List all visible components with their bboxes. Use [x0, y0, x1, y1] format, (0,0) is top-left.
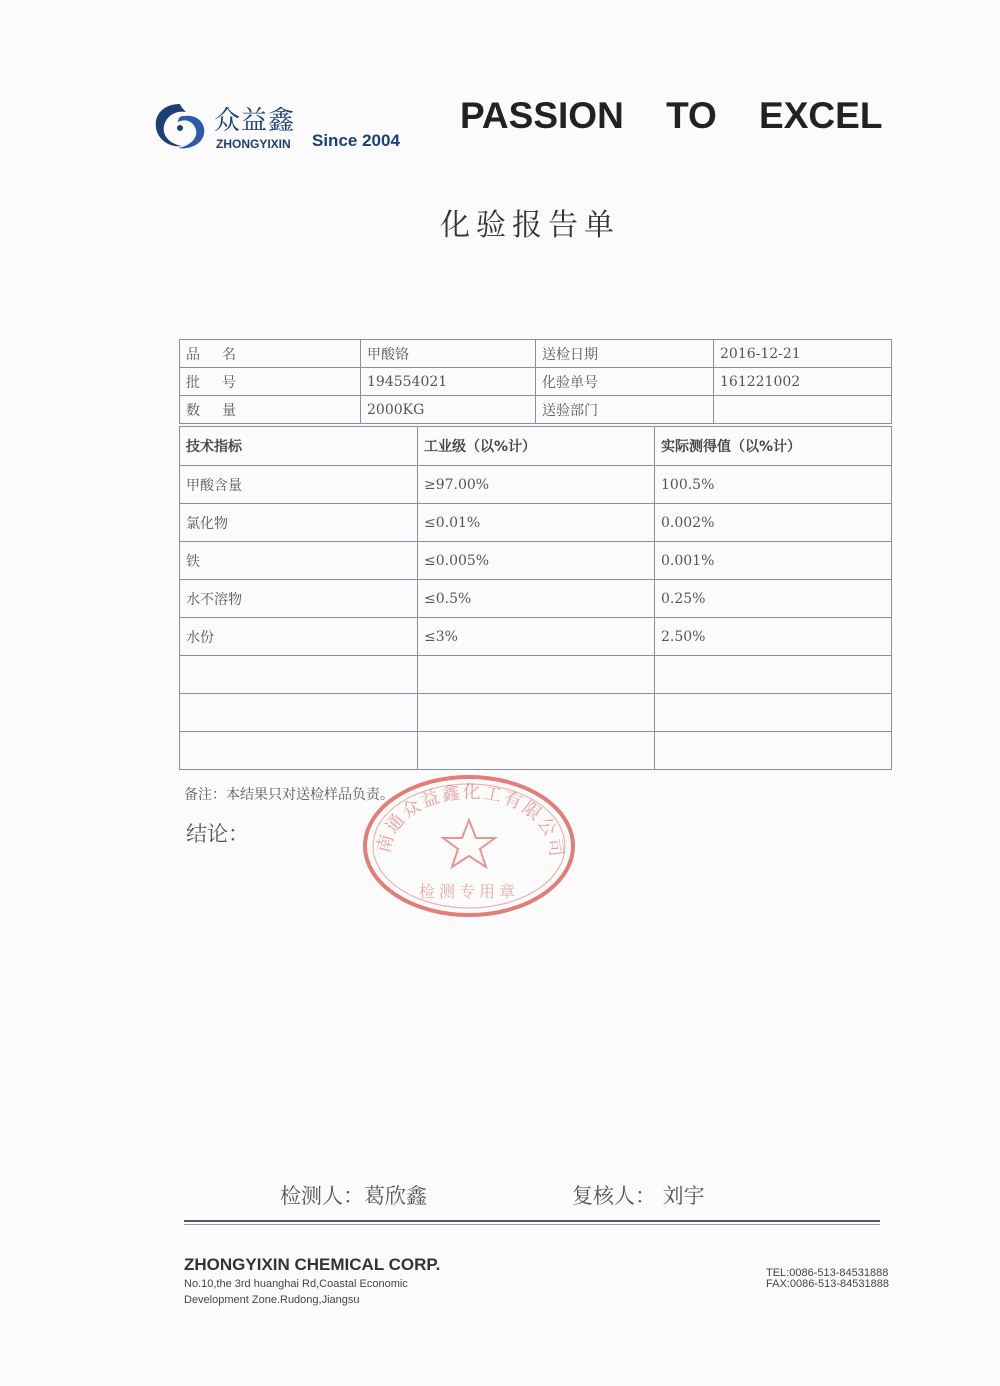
info-row-batch: [180, 368, 892, 396]
product-name-label: 品名: [180, 340, 361, 368]
since-label: Since 2004: [312, 131, 400, 150]
standard-value: ≤0.005%: [418, 542, 655, 580]
brand-name-chinese: 众益鑫: [214, 106, 296, 136]
report-number-value: 161221002: [714, 368, 892, 396]
address-line-1: No.10,the 3rd huanghai Rd,Coastal Economic: [184, 1278, 408, 1290]
fax: FAX:0086-513-84531888: [766, 1278, 889, 1290]
telephone: TEL:0086-513-84531888: [766, 1267, 889, 1279]
empty-table-row: [180, 732, 892, 770]
inspection-date-label: 送检日期: [536, 340, 714, 368]
footer-divider: [184, 1220, 880, 1222]
indicator-name: 铁: [180, 542, 418, 580]
product-name-value: 甲酸铬: [361, 340, 536, 368]
measured-value: 100.5%: [655, 466, 892, 504]
report-number-label: 化验单号: [536, 368, 714, 396]
document-title: 化验报告单: [440, 208, 620, 243]
header-measured-value: 实际测得值（以%计）: [655, 427, 892, 466]
reviewer-signature: 复核人： 刘宇: [572, 1184, 705, 1208]
table-row: [180, 504, 892, 542]
info-row-product: [180, 340, 892, 368]
empty-table-row: [180, 694, 892, 732]
remark-note: 备注：本结果只对送检样品负责。: [184, 787, 394, 803]
indicator-name: 水不溶物: [180, 580, 418, 618]
standard-value: ≤0.01%: [418, 504, 655, 542]
inspector-signature: 检测人：葛欣鑫: [280, 1184, 427, 1208]
department-label: 送验部门: [536, 396, 714, 424]
department-value: [714, 396, 892, 424]
quantity-value: 2000KG: [361, 396, 536, 424]
info-row-quantity: [180, 396, 892, 424]
empty-table-row: [180, 656, 892, 694]
batch-number-label: 批号: [180, 368, 361, 396]
company-seal-stamp: [360, 772, 578, 920]
conclusion-label: 结论：: [186, 822, 249, 846]
standard-value: ≥97.00%: [418, 466, 655, 504]
measured-value: 2.50%: [655, 618, 892, 656]
sample-info-table: [179, 339, 892, 424]
standard-value: ≤3%: [418, 618, 655, 656]
indicator-name: 水份: [180, 618, 418, 656]
table-header-row: [180, 427, 892, 466]
technical-indicators-table: [179, 426, 892, 770]
standard-value: ≤0.5%: [418, 580, 655, 618]
table-row: [180, 466, 892, 504]
table-row: [180, 542, 892, 580]
batch-number-value: 194554021: [361, 368, 536, 396]
brand-name-english: ZHONGYIXIN: [216, 137, 291, 151]
corp-name: ZHONGYIXIN CHEMICAL CORP.: [184, 1255, 441, 1274]
table-row: [180, 618, 892, 656]
company-logo-icon: [150, 100, 210, 152]
address-line-2: Development Zone.Rudong,Jiangsu: [184, 1294, 360, 1306]
footer-divider-thin: [184, 1224, 880, 1225]
indicator-name: 甲酸含量: [180, 466, 418, 504]
svg-text:检测专用章: 检测专用章: [418, 882, 520, 901]
quantity-label: 数量: [180, 396, 361, 424]
indicator-name: 氯化物: [180, 504, 418, 542]
inspection-date-value: 2016-12-21: [714, 340, 892, 368]
slogan: PASSION TO EXCEL: [460, 95, 883, 136]
measured-value: 0.25%: [655, 580, 892, 618]
measured-value: 0.001%: [655, 542, 892, 580]
header-indicator: 技术指标: [180, 427, 418, 466]
measured-value: 0.002%: [655, 504, 892, 542]
table-row: [180, 580, 892, 618]
header-industrial-grade: 工业级（以%计）: [418, 427, 655, 466]
svg-text:南通众益鑫化工有限公司: 南通众益鑫化工有限公司: [373, 781, 567, 860]
